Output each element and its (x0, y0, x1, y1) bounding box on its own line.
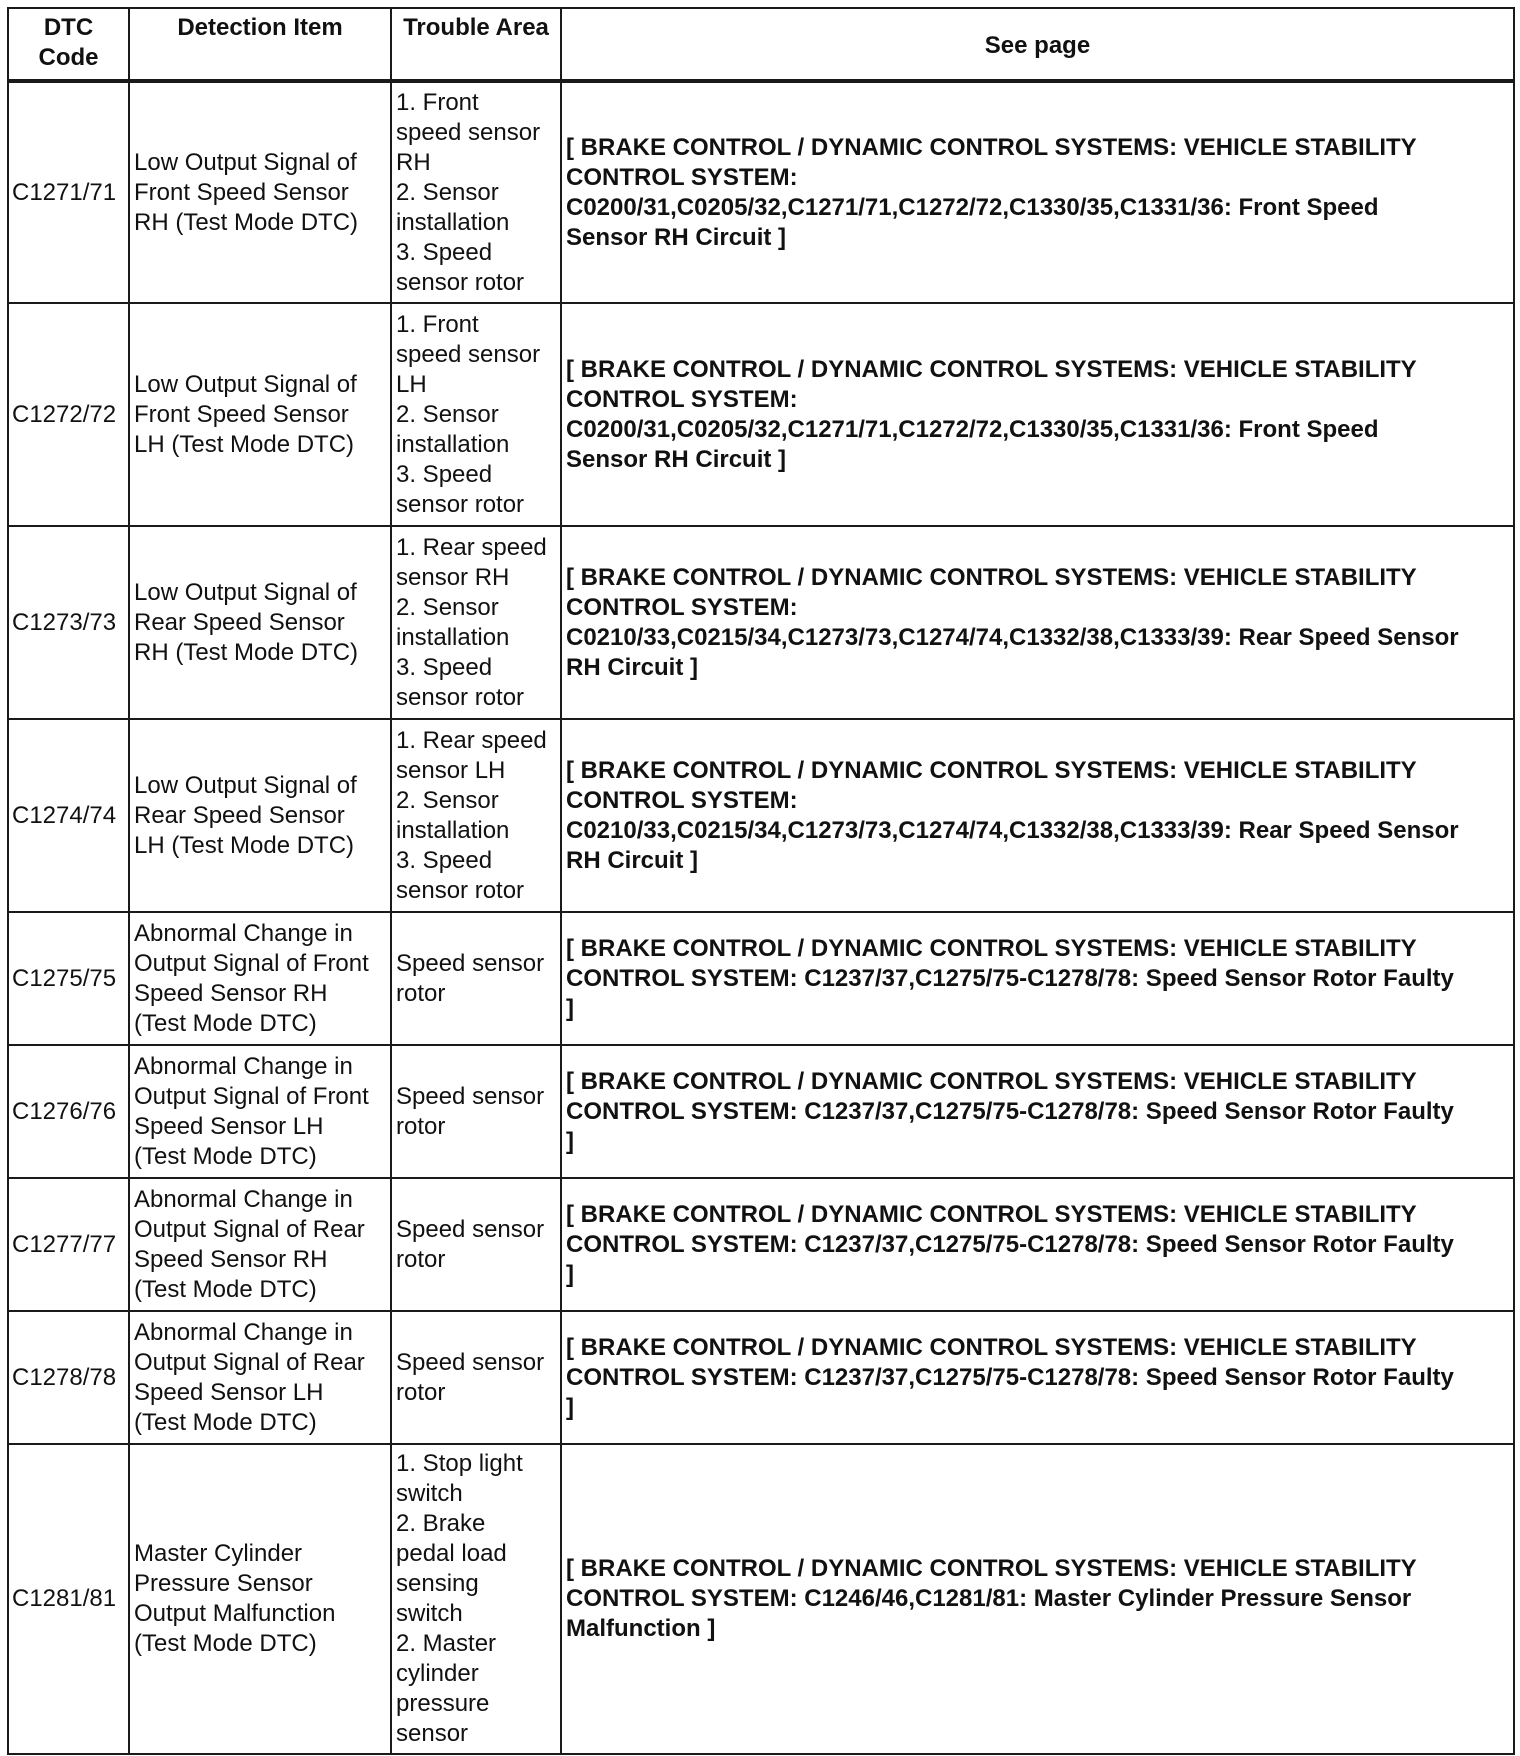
dtc-code-cell: C1281/81 (8, 1444, 129, 1754)
detection-item-cell: Low Output Signal of Front Speed Sensor RH (Test Mode DTC) (129, 81, 391, 303)
header-see-page: See page (561, 8, 1514, 81)
header-trouble-area: Trouble Area (391, 8, 561, 81)
see-page-link[interactable]: [ BRAKE CONTROL / DYNAMIC CONTROL SYSTEMS: VEHICLE STABILITY CONTROL SYSTEM: C1237/37,C1275/75-C1278/78: Speed Sensor Rotor Faulty ] (561, 912, 1514, 1045)
dtc-code-cell: C1273/73 (8, 526, 129, 719)
dtc-code-cell: C1272/72 (8, 303, 129, 526)
see-page-link[interactable]: [ BRAKE CONTROL / DYNAMIC CONTROL SYSTEMS: VEHICLE STABILITY CONTROL SYSTEM: C1237/37,C1275/75-C1278/78: Speed Sensor Rotor Faulty ] (561, 1178, 1514, 1311)
trouble-area-cell: Speed sensor rotor (391, 912, 561, 1045)
detection-item-cell: Low Output Signal of Rear Speed Sensor LH (Test Mode DTC) (129, 719, 391, 912)
detection-item-cell: Abnormal Change in Output Signal of Rear Speed Sensor RH (Test Mode DTC) (129, 1178, 391, 1311)
header-dtc-code: DTC Code (8, 8, 129, 81)
detection-item-cell: Abnormal Change in Output Signal of Front Speed Sensor RH (Test Mode DTC) (129, 912, 391, 1045)
detection-item-cell: Abnormal Change in Output Signal of Rear Speed Sensor LH (Test Mode DTC) (129, 1311, 391, 1444)
trouble-area-cell: 1. Front speed sensor RH 2. Sensor installation 3. Speed sensor rotor (391, 81, 561, 303)
table-row (8, 1444, 1514, 1754)
see-page-link[interactable]: [ BRAKE CONTROL / DYNAMIC CONTROL SYSTEMS: VEHICLE STABILITY CONTROL SYSTEM: C1237/37,C1275/75-C1278/78: Speed Sensor Rotor Faulty ] (561, 1311, 1514, 1444)
table-row (8, 719, 1514, 912)
detection-item-cell: Abnormal Change in Output Signal of Front Speed Sensor LH (Test Mode DTC) (129, 1045, 391, 1178)
trouble-area-cell: 1. Front speed sensor LH 2. Sensor installation 3. Speed sensor rotor (391, 303, 561, 526)
see-page-link[interactable]: [ BRAKE CONTROL / DYNAMIC CONTROL SYSTEMS: VEHICLE STABILITY CONTROL SYSTEM: C1237/37,C1275/75-C1278/78: Speed Sensor Rotor Faulty ] (561, 1045, 1514, 1178)
dtc-code-cell: C1275/75 (8, 912, 129, 1045)
table-row (8, 912, 1514, 1045)
see-page-link[interactable]: [ BRAKE CONTROL / DYNAMIC CONTROL SYSTEMS: VEHICLE STABILITY CONTROL SYSTEM: C0200/31,C0205/32,C1271/71,C1272/72,C1330/35,C1331/36: Front Speed Sensor RH Circuit ] (561, 81, 1514, 303)
table-row (8, 1045, 1514, 1178)
dtc-code-cell: C1278/78 (8, 1311, 129, 1444)
see-page-link[interactable]: [ BRAKE CONTROL / DYNAMIC CONTROL SYSTEMS: VEHICLE STABILITY CONTROL SYSTEM: C1246/46,C1281/81: Master Cylinder Pressure Sensor Malfunction ] (561, 1444, 1514, 1754)
table-row (8, 526, 1514, 719)
trouble-area-cell: Speed sensor rotor (391, 1311, 561, 1444)
trouble-area-cell: Speed sensor rotor (391, 1178, 561, 1311)
trouble-area-cell: 1. Stop light switch 2. Brake pedal load sensing switch 2. Master cylinder pressure sensor (391, 1444, 561, 1754)
header-row (8, 8, 1514, 81)
table-row (8, 1311, 1514, 1444)
see-page-link[interactable]: [ BRAKE CONTROL / DYNAMIC CONTROL SYSTEMS: VEHICLE STABILITY CONTROL SYSTEM: C0210/33,C0215/34,C1273/73,C1274/74,C1332/38,C1333/39: Rear Speed Sensor RH Circuit ] (561, 526, 1514, 719)
trouble-area-cell: 1. Rear speed sensor LH 2. Sensor installation 3. Speed sensor rotor (391, 719, 561, 912)
header-detection-item: Detection Item (129, 8, 391, 81)
dtc-code-cell: C1274/74 (8, 719, 129, 912)
table-row (8, 1178, 1514, 1311)
dtc-code-cell: C1276/76 (8, 1045, 129, 1178)
see-page-link[interactable]: [ BRAKE CONTROL / DYNAMIC CONTROL SYSTEMS: VEHICLE STABILITY CONTROL SYSTEM: C0200/31,C0205/32,C1271/71,C1272/72,C1330/35,C1331/36: Front Speed Sensor RH Circuit ] (561, 303, 1514, 526)
dtc-code-cell: C1271/71 (8, 81, 129, 303)
table-row (8, 303, 1514, 526)
trouble-area-cell: 1. Rear speed sensor RH 2. Sensor installation 3. Speed sensor rotor (391, 526, 561, 719)
detection-item-cell: Master Cylinder Pressure Sensor Output Malfunction (Test Mode DTC) (129, 1444, 391, 1754)
detection-item-cell: Low Output Signal of Rear Speed Sensor RH (Test Mode DTC) (129, 526, 391, 719)
dtc-code-cell: C1277/77 (8, 1178, 129, 1311)
detection-item-cell: Low Output Signal of Front Speed Sensor LH (Test Mode DTC) (129, 303, 391, 526)
table-row (8, 81, 1514, 303)
trouble-area-cell: Speed sensor rotor (391, 1045, 561, 1178)
dtc-table (7, 7, 1515, 1755)
see-page-link[interactable]: [ BRAKE CONTROL / DYNAMIC CONTROL SYSTEMS: VEHICLE STABILITY CONTROL SYSTEM: C0210/33,C0215/34,C1273/73,C1274/74,C1332/38,C1333/39: Rear Speed Sensor RH Circuit ] (561, 719, 1514, 912)
